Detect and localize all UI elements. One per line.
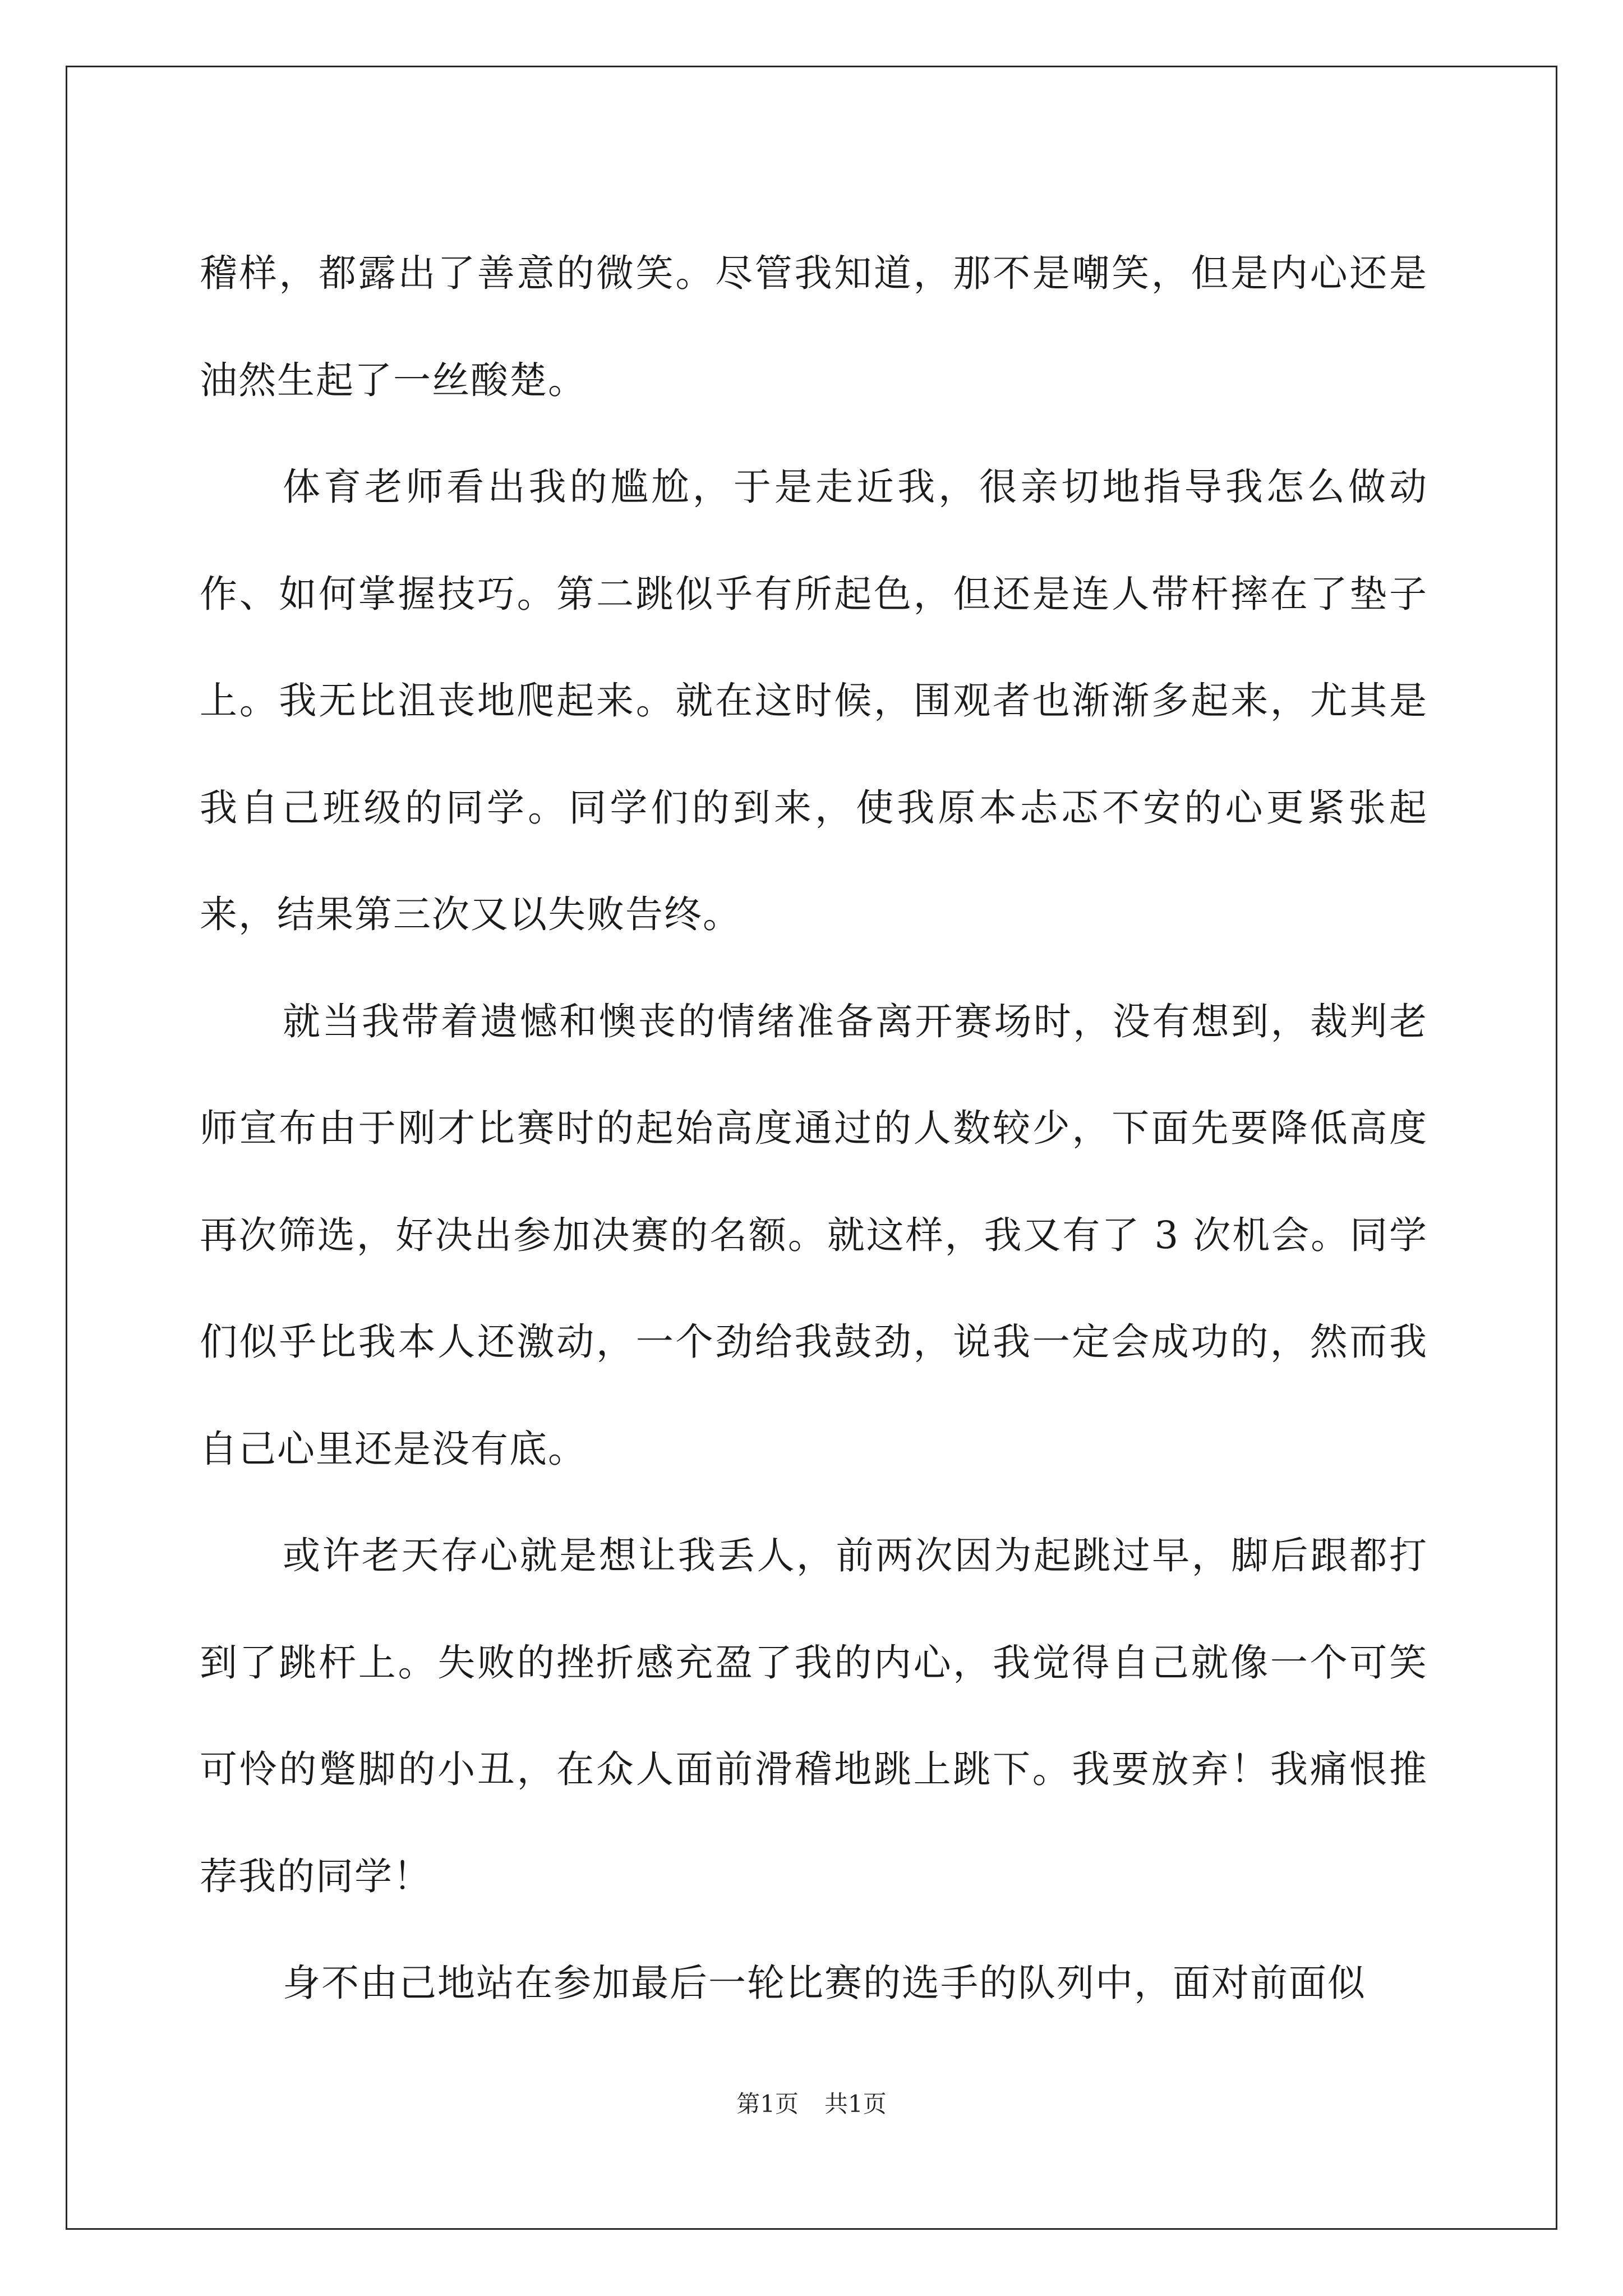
page-footer — [0, 2086, 1623, 2119]
page-number: 第1页 — [736, 2090, 799, 2118]
paragraph: 稽样，都露出了善意的微笑。尽管我知道，那不是嘲笑，但是内心还是油然生起了一丝酸楚。 — [200, 251, 1428, 402]
paragraph: 身不由己地站在参加最后一轮比赛的选手的队列中，面对前面似 — [283, 1961, 1366, 2005]
document-body — [200, 220, 1428, 2037]
paragraph: 就当我带着遗憾和懊丧的情绪准备离开赛场时，没有想到，裁判老师宣布由于刚才比赛时的起始高度通过的人数较少，下面先要降低高度再次筛选，好决出参加决赛的名额。就这样，我又有了 3 次机会。同学们似乎比我本人还激动，一个劲给我鼓劲，说我一定会成功的，然而我自己心里还是没有底。 — [200, 999, 1428, 1471]
paragraph: 或许老天存心就是想让我丢人，前两次因为起跳过早，脚后跟都打到了跳杆上。失败的挫折感充盈了我的内心，我觉得自己就像一个可笑可怜的蹩脚的小丑，在众人面前滑稽地跳上跳下。我要放弃！我痛恨推荐我的同学！ — [200, 1534, 1428, 1898]
page-total: 共1页 — [824, 2090, 887, 2118]
paragraph: 体育老师看出我的尴尬，于是走近我，很亲切地指导我怎么做动作、如何掌握技巧。第二跳似乎有所起色，但还是连人带杆摔在了垫子上。我无比沮丧地爬起来。就在这时候，围观者也渐渐多起来，尤其是我自己班级的同学。同学们的到来，使我原本忐忑不安的心更紧张起来，结果第三次又以失败告终。 — [200, 465, 1428, 936]
